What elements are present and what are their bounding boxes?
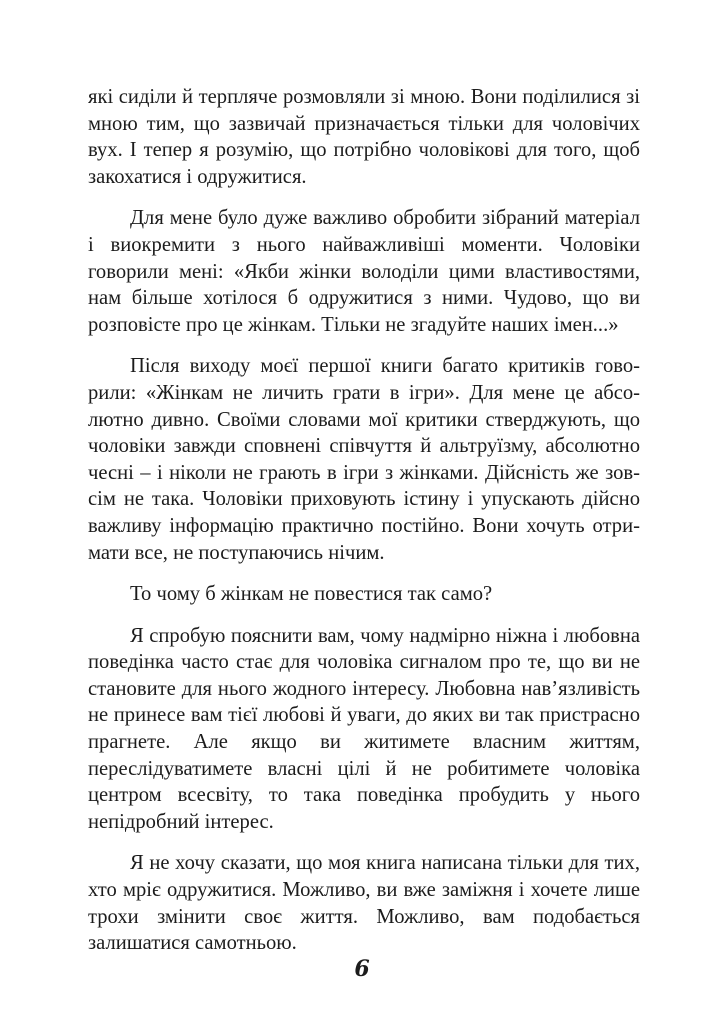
page-number: 6 bbox=[354, 956, 370, 982]
paragraph: Я не хочу сказати, що моя книга написана тільки для тих, хто мріє одружитися. Можливо, ви вже заміжня і хочете лише трохи змінити своє життя. Можливо, вам подобається залишатися самотньою. bbox=[88, 852, 640, 955]
paragraph: То чому б жінкам не повестися так само? bbox=[130, 583, 493, 606]
paragraph: Для мене було дуже важливо обробити зібраний матеріал і виокремити з нього найважливіші моменти. Чоловіки говорили мені: «Якби жінки володіли цими властивостями, нам більше хотілося б одружитися з ними. Чудово, що ви розповісте про це жінкам. Тільки не згадуйте наших імен...» bbox=[88, 207, 640, 336]
paragraph: Після виходу моєї першої книги багато критиків говорили: «Жінкам не личить грати в ігри». Для мене це абсолютно дивно. Своїми словами мої критики стверджують, що чоловіки завжди сповнені співчуття й альтруїзму, абсолютно чесні – і ніколи не грають в ігри з жінками. Дійсність же зовсім не така. Чоловіки приховують істину і упускають дійсно важливу інформацію практично постійно. Вони хочуть отримати все, не поступаючись нічим. bbox=[88, 355, 640, 564]
paragraph: які сиділи й терпляче розмовляли зі мною. Вони поділилися зі мною тим, що зазвичай призначається тільки для чоловічих вух. І тепер я розумію, що потрібно чоловікові для того, щоб закохатися і одружитися. bbox=[88, 86, 640, 188]
body-text bbox=[88, 84, 640, 957]
paragraph: Я спробую пояснити вам, чому надмірно ніжна і любовна поведінка часто стає для чоловіка сигналом про те, що ви не становите для нього жодного інтересу. Любовна нав’язливість не принесе вам тієї любові й уваги, до яких ви так пристрасно прагнете. Але якщо ви житимете власним життям, переслідуватимете власні цілі й не робитимете чоловіка центром всесвіту, то така поведінка пробудить у нього непідробний інтерес. bbox=[88, 624, 640, 833]
